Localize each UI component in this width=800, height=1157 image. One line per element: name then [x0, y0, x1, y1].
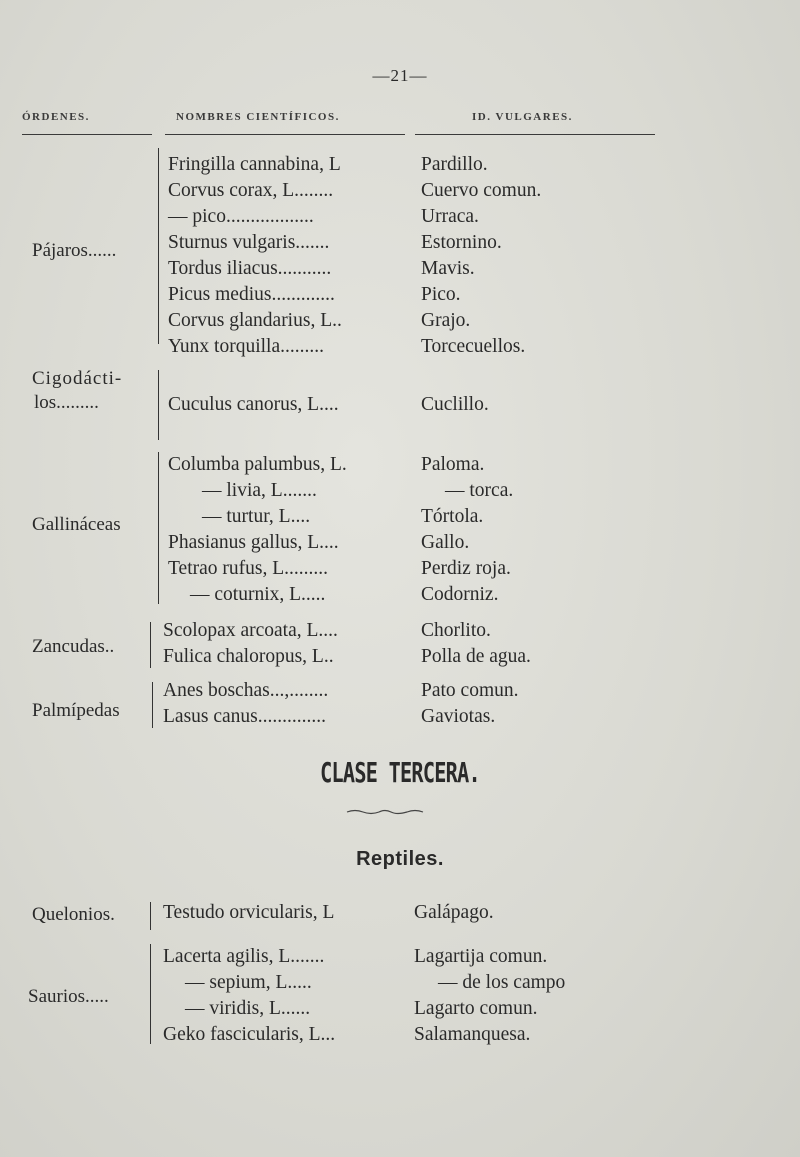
sci-name: — pico.................. — [168, 206, 314, 227]
sci-name: Sturnus vulgaris....... — [168, 232, 330, 253]
common-name: Gaviotas. — [421, 706, 496, 727]
common-name: — de los campo — [438, 972, 566, 993]
common-name: Paloma. — [421, 454, 485, 475]
sci-name: Tordus iliacus........... — [168, 258, 332, 279]
section-title: Reptiles. — [356, 848, 444, 870]
brace-cigodactilos — [158, 370, 165, 440]
sci-name: Corvus corax, L........ — [168, 180, 334, 201]
common-name: Lagartija comun. — [414, 946, 548, 967]
sci-name: — turtur, L.... — [202, 506, 311, 527]
order-zancudas: Zancudas.. — [32, 636, 115, 657]
order-cigodactilos-line1: Cigodácti- — [32, 368, 123, 389]
common-name: Pardillo. — [421, 154, 488, 175]
common-name: Codorniz. — [421, 584, 499, 605]
common-name: Chorlito. — [421, 620, 491, 641]
order-saurios: Saurios..... — [28, 986, 109, 1007]
common-name: — torca. — [445, 480, 514, 501]
sci-name: Lasus canus.............. — [163, 706, 327, 727]
sci-name: Lacerta agilis, L....... — [163, 946, 325, 967]
common-name: Gallo. — [421, 532, 470, 553]
sci-name: Tetrao rufus, L......... — [168, 558, 329, 579]
header-ordenes: ÓRDENES. — [22, 111, 90, 123]
order-quelonios: Quelonios. — [32, 904, 115, 925]
brace-zancudas — [150, 622, 157, 668]
sci-name: Scolopax arcoata, L.... — [163, 620, 338, 641]
order-pajaros: Pájaros...... — [32, 240, 117, 261]
header-rule-vulgares — [415, 134, 655, 135]
brace-saurios — [150, 944, 157, 1044]
sci-name: Phasianus gallus, L.... — [168, 532, 339, 553]
header-rule-ordenes — [22, 134, 152, 135]
sci-name: Corvus glandarius, L.. — [168, 310, 342, 331]
order-gallinaceas: Gallináceas — [32, 514, 121, 535]
common-name: Polla de agua. — [421, 646, 531, 667]
sci-name: Cuculus canorus, L.... — [168, 394, 339, 415]
brace-quelonios — [150, 902, 157, 930]
sci-name: Fringilla cannabina, L — [168, 154, 341, 175]
common-name: Cuclillo. — [421, 394, 489, 415]
common-name: Pato comun. — [421, 680, 519, 701]
common-name: Pico. — [421, 284, 461, 305]
sci-name: — livia, L....... — [202, 480, 317, 501]
order-cigodactilos-line2: los......... — [34, 392, 99, 413]
sci-name: Anes boschas...,........ — [163, 680, 329, 701]
common-name: Lagarto comun. — [414, 998, 538, 1019]
sci-name: Picus medius............. — [168, 284, 335, 305]
common-name: Perdiz roja. — [421, 558, 511, 579]
brace-pajaros — [158, 148, 165, 344]
brace-palmipedas — [152, 682, 159, 728]
common-name: Cuervo comun. — [421, 180, 542, 201]
common-name: Urraca. — [421, 206, 479, 227]
common-name: Salamanquesa. — [414, 1024, 531, 1045]
common-name: Mavis. — [421, 258, 475, 279]
common-name: Torcecuellos. — [421, 336, 526, 357]
common-name: Estornino. — [421, 232, 502, 253]
ornament-divider — [345, 807, 425, 817]
brace-gallinaceas — [158, 452, 165, 604]
sci-name: — viridis, L...... — [185, 998, 311, 1019]
sci-name: Columba palumbus, L. — [168, 454, 347, 475]
sci-name: Testudo orvicularis, L — [163, 902, 335, 923]
sci-name: Fulica chaloropus, L.. — [163, 646, 334, 667]
common-name: Galápago. — [414, 902, 494, 923]
header-vulgares: ID. VULGARES. — [472, 111, 573, 123]
sci-name: Yunx torquilla......... — [168, 336, 324, 357]
sci-name: — sepium, L..... — [185, 972, 312, 993]
order-palmipedas: Palmípedas — [32, 700, 120, 721]
sci-name: — coturnix, L..... — [190, 584, 326, 605]
sci-name: Geko fascicularis, L... — [163, 1024, 336, 1045]
header-rule-cientificos — [165, 134, 405, 135]
common-name: Tórtola. — [421, 506, 484, 527]
header-cientificos: NOMBRES CIENTÍFICOS. — [176, 111, 340, 123]
page-number: —21— — [372, 66, 428, 85]
class-title: CLASE TERCERA. — [320, 756, 480, 789]
common-name: Grajo. — [421, 310, 471, 331]
